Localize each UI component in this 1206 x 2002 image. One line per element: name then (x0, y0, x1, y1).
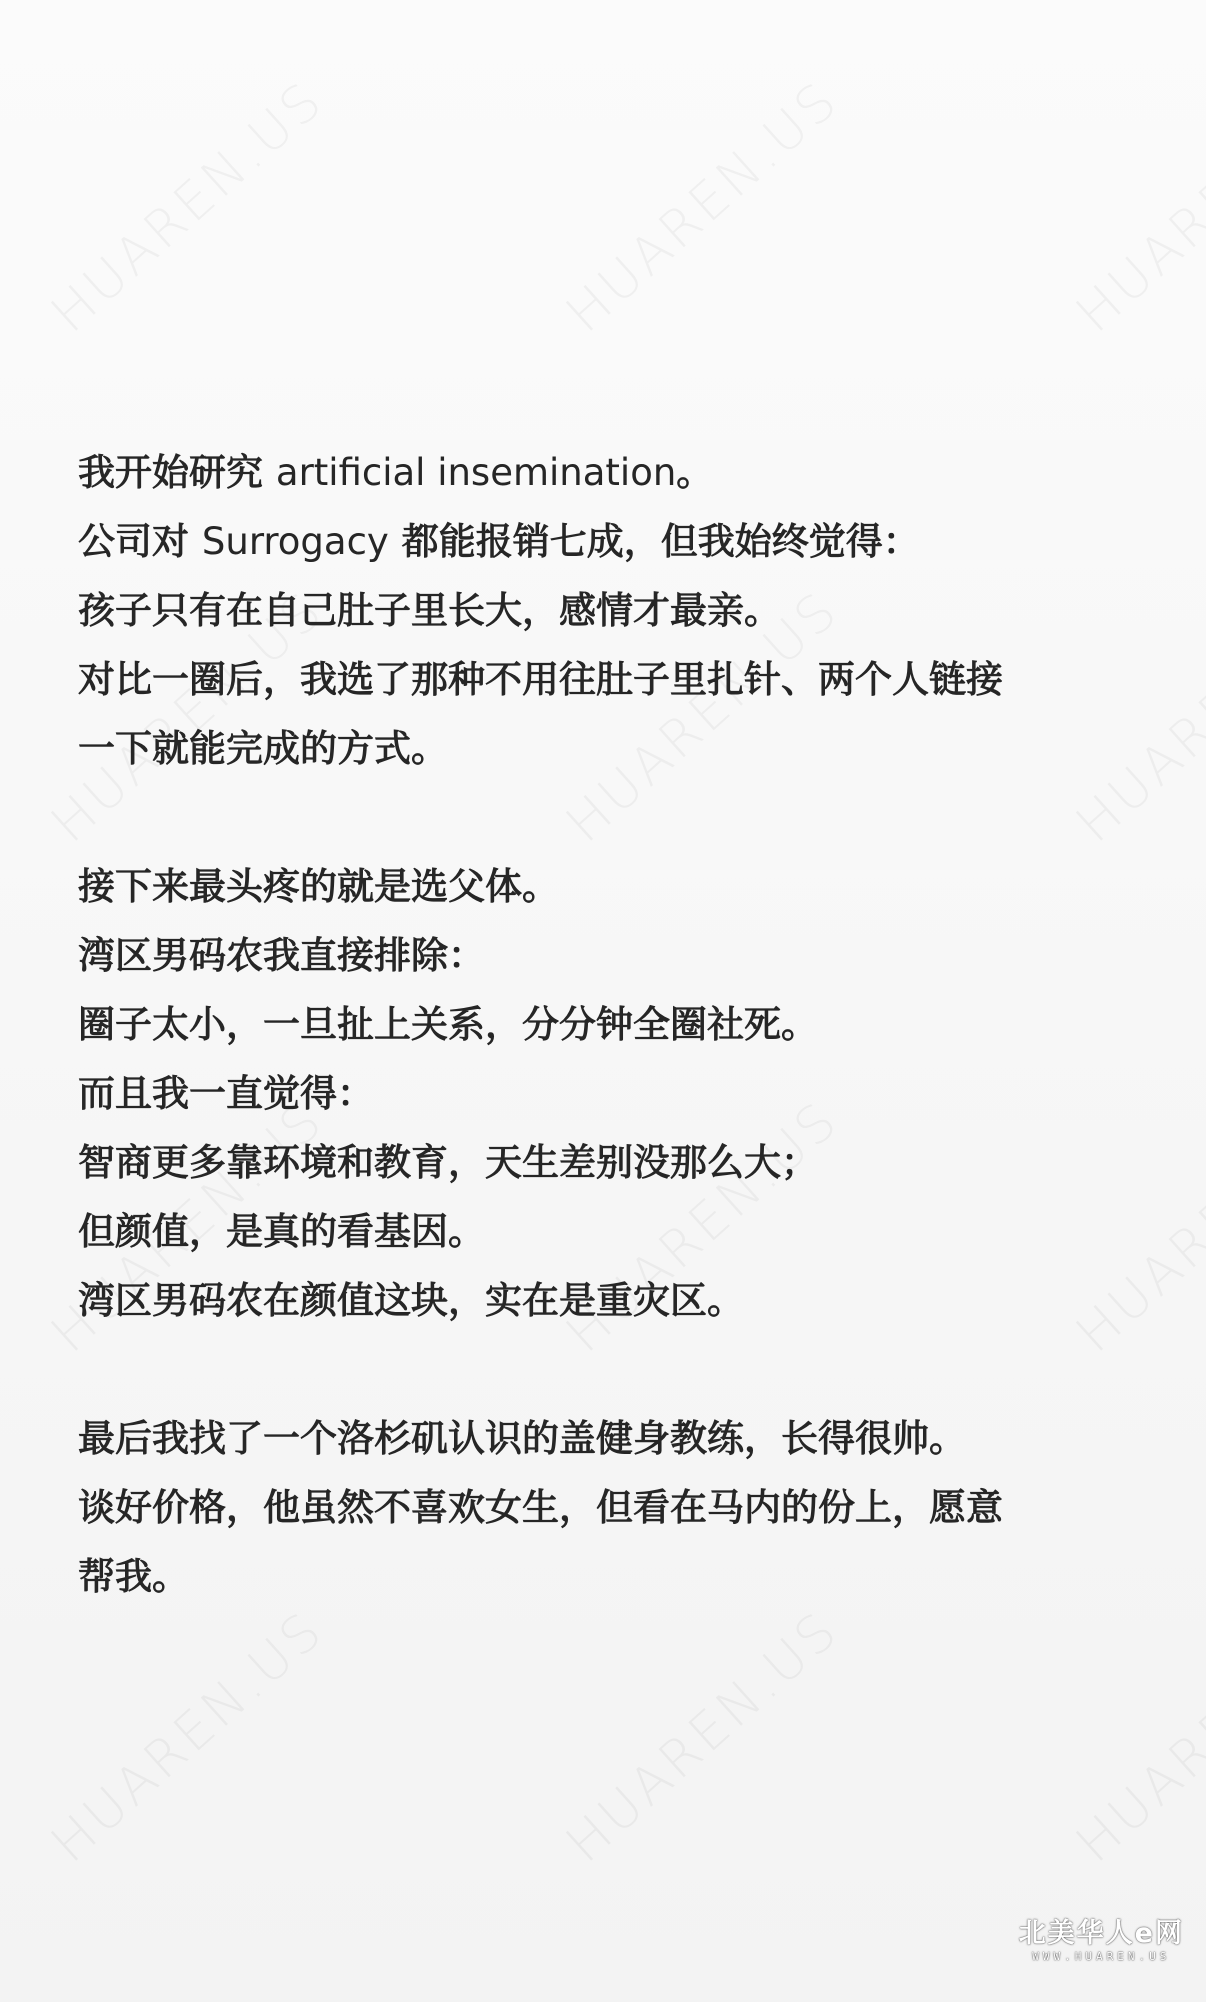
post-line: 谈好价格，他虽然不喜欢女生，但看在马内的份上，愿意 (78, 1486, 1003, 1529)
watermark (40, 1600, 336, 1875)
watermark (555, 70, 851, 345)
post-line: 帮我。 (78, 1555, 189, 1598)
post-line: 公司对 Surrogacy 都能报销七成，但我始终觉得： (78, 520, 920, 563)
watermark (40, 70, 336, 345)
watermark (1065, 70, 1206, 345)
post-line: 但颜值，是真的看基因。 (78, 1210, 485, 1253)
site-logo-url: WWW.HUAREN.US (1032, 1950, 1171, 1963)
paragraph-gap (78, 1335, 1138, 1404)
watermark (1065, 1600, 1206, 1875)
post-line: 一下就能完成的方式。 (78, 727, 448, 770)
post-line: 智商更多靠环境和教育，天生差别没那么大； (78, 1141, 818, 1184)
post-body (78, 438, 1138, 1611)
post-line: 湾区男码农在颜值这块，实在是重灾区。 (78, 1279, 744, 1322)
post-line: 我开始研究 artificial insemination。 (78, 451, 714, 494)
watermark (555, 1600, 851, 1875)
post-line: 孩子只有在自己肚子里长大，感情才最亲。 (78, 589, 781, 632)
post-line: 接下来最头疼的就是选父体。 (78, 865, 559, 908)
post-line: 圈子太小，一旦扯上关系，分分钟全圈社死。 (78, 1003, 818, 1046)
post-line: 对比一圈后，我选了那种不用往肚子里扎针、两个人链接 (78, 658, 1003, 701)
post-line: 而且我一直觉得： (78, 1072, 374, 1115)
site-logo-title: 北美华人e网 (1018, 1918, 1184, 1949)
site-logo-watermark (1019, 1918, 1184, 1964)
paragraph-gap (78, 783, 1138, 852)
post-line: 湾区男码农我直接排除： (78, 934, 485, 977)
post-line: 最后我找了一个洛杉矶认识的盖健身教练，长得很帅。 (78, 1417, 966, 1460)
